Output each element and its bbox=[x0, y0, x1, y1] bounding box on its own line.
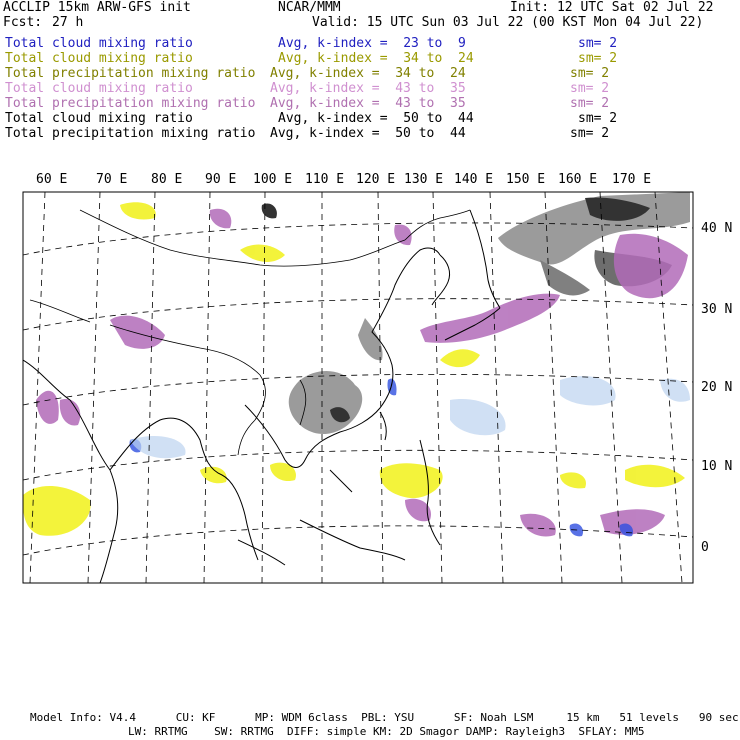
fcst-label: Fcst: bbox=[3, 15, 43, 30]
field-avg: Avg, k-index = 34 to 24 bbox=[278, 51, 474, 66]
field-name: Total cloud mixing ratio bbox=[5, 36, 193, 51]
lat-label: 0 bbox=[701, 540, 709, 555]
field-sm: sm= 2 bbox=[578, 51, 618, 66]
model-title: ACCLIP 15km ARW-GFS init bbox=[3, 0, 191, 15]
org-label: NCAR/MMM bbox=[278, 0, 341, 15]
field-name: Total precipitation mixing ratio bbox=[5, 126, 256, 141]
lon-label: 140 E bbox=[454, 172, 494, 187]
field-avg: Avg, k-index = 50 to 44 bbox=[278, 111, 474, 126]
lon-label: 110 E bbox=[305, 172, 345, 187]
lon-label: 70 E bbox=[96, 172, 128, 187]
lat-label: 30 N bbox=[701, 302, 733, 317]
field-sm: sm= 2 bbox=[578, 36, 618, 51]
lon-label: 150 E bbox=[506, 172, 546, 187]
lon-label: 120 E bbox=[356, 172, 396, 187]
fcst-value: 27 h bbox=[52, 15, 84, 30]
field-avg: Avg, k-index = 50 to 44 bbox=[270, 126, 466, 141]
field-sm: sm= 2 bbox=[570, 96, 610, 111]
lon-label: 100 E bbox=[253, 172, 293, 187]
lat-label: 10 N bbox=[701, 459, 733, 474]
field-avg: Avg, k-index = 43 to 35 bbox=[270, 96, 466, 111]
field-name: Total cloud mixing ratio bbox=[5, 51, 193, 66]
field-name: Total precipitation mixing ratio bbox=[5, 66, 256, 81]
footer-physics-info: LW: RRTMG SW: RRTMG DIFF: simple KM: 2D Smagor DAMP: Rayleigh3 SFLAY: MM5 bbox=[128, 725, 645, 738]
lon-label: 160 E bbox=[558, 172, 598, 187]
valid-time: Valid: 15 UTC Sun 03 Jul 22 (00 KST Mon 04 Jul 22) bbox=[312, 15, 704, 30]
lon-label: 60 E bbox=[36, 172, 68, 187]
footer-model-info: Model Info: V4.4 CU: KF MP: WDM 6class PBL: YSU SF: Noah LSM 15 km 51 levels 90 sec bbox=[30, 711, 739, 724]
field-sm: sm= 2 bbox=[578, 111, 618, 126]
field-name: Total cloud mixing ratio bbox=[5, 111, 193, 126]
field-avg: Avg, k-index = 34 to 24 bbox=[270, 66, 466, 81]
lon-label: 170 E bbox=[612, 172, 652, 187]
field-name: Total precipitation mixing ratio bbox=[5, 96, 256, 111]
lat-label: 20 N bbox=[701, 380, 733, 395]
lon-label: 80 E bbox=[151, 172, 183, 187]
field-avg: Avg, k-index = 43 to 35 bbox=[270, 81, 466, 96]
field-avg: Avg, k-index = 23 to 9 bbox=[278, 36, 466, 51]
field-sm: sm= 2 bbox=[570, 81, 610, 96]
lon-label: 130 E bbox=[404, 172, 444, 187]
field-sm: sm= 2 bbox=[570, 126, 610, 141]
lon-label: 90 E bbox=[205, 172, 237, 187]
map-plot-area bbox=[23, 192, 693, 583]
field-name: Total cloud mixing ratio bbox=[5, 81, 193, 96]
lat-label: 40 N bbox=[701, 221, 733, 236]
field-sm: sm= 2 bbox=[570, 66, 610, 81]
init-time: Init: 12 UTC Sat 02 Jul 22 bbox=[510, 0, 714, 15]
